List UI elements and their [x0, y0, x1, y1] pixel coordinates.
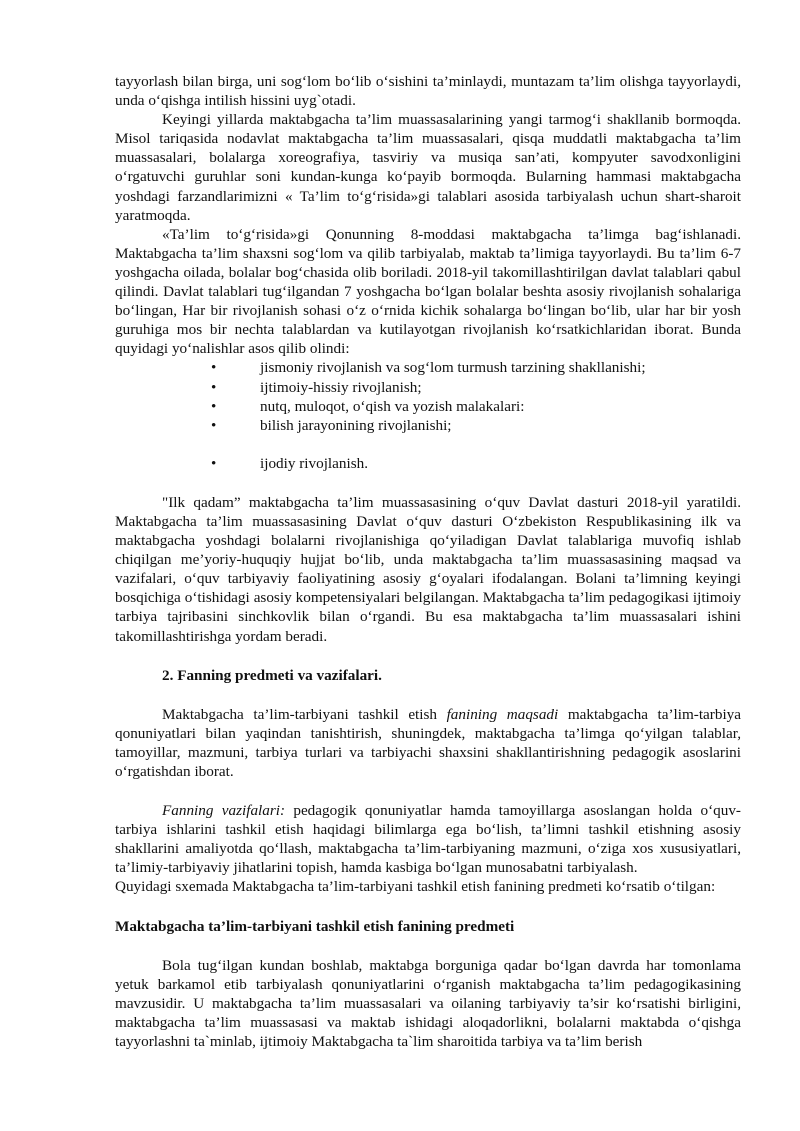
- bullet-icon: •: [211, 416, 217, 434]
- bullet-icon: •: [211, 397, 217, 415]
- subsection-heading: Maktabgacha ta’lim-tarbiyani tashkil etish fanining predmeti: [115, 917, 515, 935]
- paragraph-subject-goal: Maktabgacha ta’lim-tarbiyani tashkil etish fanining maqsadi maktabgacha ta’lim-tarbiya qonuniyatlari bilan yaqindan tanishtirish, shuningdek, maktabgacha ta’limga qo‘yilgan talablar, tamoyillar, mazmuni, tarbiya turlari va tarbiyachi shaxsini shakllantirishning pedagogik asoslarini o‘rgatishdan iborat.: [115, 705, 741, 780]
- bullet-icon: •: [211, 359, 217, 377]
- paragraph-scheme-intro: Quyidagi sxemada Maktabgacha ta’lim-tarbiyani tashkil etish fanining predmeti ko‘rsatib o‘tilgan:: [115, 878, 716, 896]
- paragraph-subject-tasks: Fanning vazifalari: pedagogik qonuniyatlar hamda tamoyillarga asoslangan holda o‘quv-tarbiya ishlarini tashkil etish haqidagi bilimlarga ega bo‘lish, ta’limni tashkil etishning asosiy shakllarini amaliyotda qo‘llash, maktabgacha ta’lim-tarbiyaning mazmuni, o‘ziga xos xususiyatlari, ta’limiy-tarbiyaviy jihatlarini topish, hamda kasbiga bo‘lgan munosabatni tarbiyalash.: [115, 802, 741, 877]
- list-item: • bilish jarayonining rivojlanishi;: [211, 416, 452, 434]
- paragraph-new-network: Keyingi yillarda maktabgacha ta’lim muassasalarining yangi tarmog‘i shakllanib bormoqda. Misol tariqasida nodavlat maktabgacha ta’lim muassasalari, qisqa muddatli maktabgacha ta’lim muassasalari, bolalarga xoreografiya, tasviriy va musiqa san’ati, kompyuter savodxonligini o‘rgatuvchi guruhlar soni kundan-kunga ko‘payib bormoqda. Bularning hammasi maktabgacha yoshdagi farzandlarimizni « Ta’lim to‘g‘risida»gi talablari asosida tarbiyalash uchun shart-sharoit yaratmoqda.: [115, 111, 741, 224]
- bullet-icon: •: [211, 454, 217, 472]
- paragraph-intro: tayyorlash bilan birga, uni sog‘lom bo‘lib o‘sishini ta’minlaydi, muntazam ta’lim olishga tayyorlaydi, unda o‘qishga intilish hissini uyg`otadi.: [115, 73, 741, 110]
- italic-term: fanining maqsadi: [446, 705, 559, 723]
- document-page: [115, 72, 741, 1051]
- italic-term: Fanning vazifalari:: [162, 802, 286, 820]
- development-areas-list: [115, 358, 741, 472]
- list-item: • ijtimoiy-hissiy rivojlanish;: [211, 378, 422, 396]
- bullet-icon: •: [211, 378, 217, 396]
- section-heading: 2. Fanning predmeti va vazifalari.: [162, 666, 382, 684]
- paragraph-ilk-qadam: "Ilk qadam” maktabgacha ta’lim muassasasining o‘quv Davlat dasturi 2018-yil yaratildi. Maktabgacha ta’lim muassasasining Davlat o‘quv dasturi O‘zbekiston Respublikasining ilk va maktabgacha yoshdagi bolalarni rivojlanishiga qo‘yiladigan Davlat talablariga muvofiq ishlab chiqilgan me’yoriy-huquqiy hujjat bo‘lib, unda maktabgacha ta’lim muassasasining maqsad va vazifalari, o‘quv tarbiyaviy faoliyatining asosiy g‘oyalari ifodalangan. Bolani ta’limning keyingi bosqichiga o‘tishidagi asosiy kompetensiyalari belgilangan. Maktabgacha ta’lim pedagogikasi ijtimoiy tarbiya tajribasini sinchkovlik bilan o‘rgandi. Bu esa maktabgacha ta’lim muassasalari ishini takomillashtirishga yordam beradi.: [115, 493, 741, 645]
- list-item: • ijodiy rivojlanish.: [211, 454, 368, 472]
- list-item: • nutq, muloqot, o‘qish va yozish malakalari:: [211, 397, 525, 415]
- list-item: • jismoniy rivojlanish va sog‘lom turmush tarzining shakllanishi;: [211, 359, 646, 377]
- paragraph-subject-description: Bola tug‘ilgan kundan boshlab, maktabga borguniga qadar bo‘lgan davrda har tomonlama yetuk barkamol etib tarbiyalash qonuniyatlarini o‘rganish maktabgacha ta’lim pedagogikasining mavzusidir. U maktabgacha ta’lim muassasalari va oilaning tarbiyaviy ta’sir ko‘rsatishi birligini, maktabgacha ta’lim muassasasi va maktab ishidagi aloqadorlikni, bolalarni maktabda o‘qishga tayyorlashni ta`minlab, ijtimoiy Maktabgacha ta`lim sharoitida tarbiya va ta’lim berish: [115, 956, 741, 1051]
- paragraph-law-article-8: «Ta’lim to‘g‘risida»gi Qonunning 8-moddasi maktabgacha ta’limga bag‘ishlanadi. Maktabgacha ta’lim shaxsni sog‘lom va qilib tarbiyalab, maktab ta’limiga tayyorlaydi. Bu ta’lim 6-7 yoshgacha oilada, bolalar bog‘chasida olib boriladi. 2018-yil takomillashtirilgan davlat talablari qabul qilindi. Davlat talablari tug‘ilgandan 7 yoshgacha bo‘lgan bolalar beshta asosiy rivojlanish sohalariga bo‘lingan, Har bir rivojlanish sohasi o‘z o‘rnida kichik sohalarga bo‘lingan bo‘lib, ular har bir yosh guruhiga mos bir nechta talablardan va kutilayotgan rivojlanish ko‘rsatkichlaridan iborat. Bunda quyidagi yo‘nalishlar asos qilib olindi:: [115, 225, 741, 358]
